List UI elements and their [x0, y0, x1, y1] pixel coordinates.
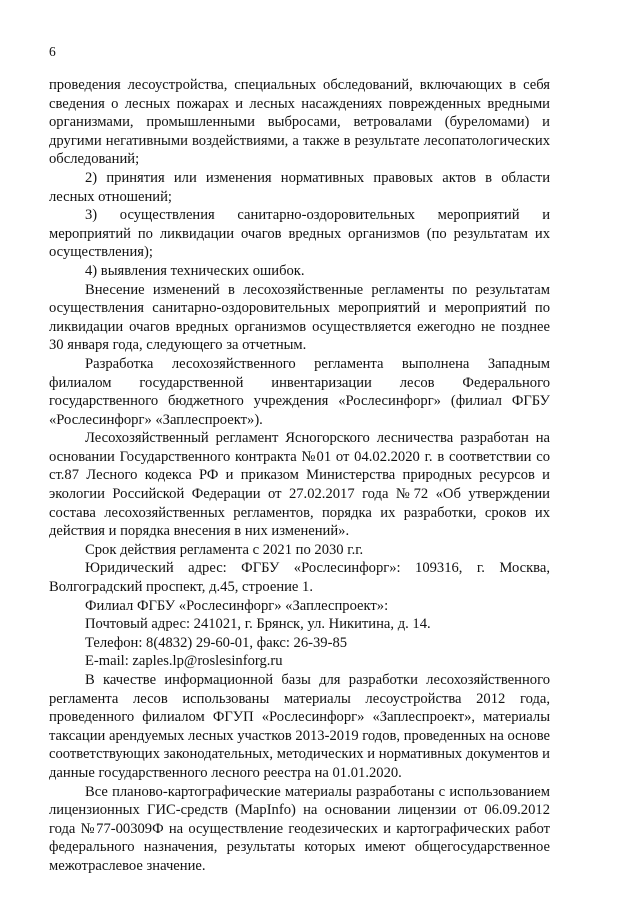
body-text — [49, 76, 550, 876]
paragraph: В качестве информационной базы для разработки лесохозяйственного регламента лесов использованы материалы лесоустройства 2012 года, проведенного филиалом ФГУП «Рослесинфорг» «Заплеспроект», материалы таксации арендуемых лесных участков 2013-2019 годов, проведенных на основе соответствующих законодательных, методических и нормативных документов и данные государственного лесного реестра на 01.01.2020. — [49, 672, 550, 781]
paragraph: Телефон: 8(4832) 29-60-01, факс: 26-39-85 — [85, 634, 348, 651]
page-number: 6 — [49, 44, 56, 59]
paragraph: 2) принятия или изменения нормативных правовых актов в области лесных отношений; — [49, 169, 550, 205]
paragraph: Филиал ФГБУ «Рослесинфорг» «Заплеспроект»: — [85, 597, 389, 614]
paragraph: Юридический адрес: ФГБУ «Рослесинфорг»: 109316, г. Москва, Волгоградский проспект, д.45, строение 1. — [49, 560, 550, 596]
paragraph: Разработка лесохозяйственного регламента выполнена Западным филиалом государственной инвентаризации лесов Федерального государственного бюджетного учреждения «Рослесинфорг» (филиал ФГБУ «Рослесинфорг» «Заплеспроект»). — [49, 355, 550, 428]
paragraph: Срок действия регламента с 2021 по 2030 г.г. — [85, 541, 364, 558]
paragraph: Лесохозяйственный регламент Ясногорского лесничества разработан на основании Государственного контракта №01 от 04.02.2020 г. в соответствии со ст.87 Лесного кодекса РФ и приказом Министерства природных ресурсов и экологии Российской Федерации от 27.02.2017 года №72 «Об утверждении состава лесохозяйственных регламентов, порядка их разработки, сроков их действия и порядка внесения в них изменений». — [49, 430, 550, 540]
paragraph: проведения лесоустройства, специальных обследований, включающих в себя сведения о лесных пожарах и лесных насаждениях поврежденных вредными организмами, промышленными выбросами, ветровалами (буреломами) и другими негативными воздействиями, а также в результате лесопатологических обследований; — [49, 77, 550, 168]
paragraph: 4) выявления технических ошибок. — [85, 262, 305, 279]
paragraph: 3) осуществления санитарно-оздоровительных мероприятий и мероприятий по ликвидации очагов вредных организмов (по результатам их осуществления); — [49, 207, 550, 261]
paragraph: Внесение изменений в лесохозяйственные регламенты по результатам осуществления санитарно-оздоровительных мероприятий и мероприятий по ликвидации очагов вредных организмов осуществляется ежегодно не позднее 30 января года, следующего за отчетным. — [49, 281, 550, 354]
paragraph: Почтовый адрес: 241021, г. Брянск, ул. Никитина, д. 14. — [85, 616, 431, 633]
paragraph: E-mail: zaples.lp@roslesinforg.ru — [85, 653, 283, 670]
paragraph: Все планово-картографические материалы разработаны с использованием лицензионных ГИС-средств (MapInfo) на основании лицензии от 06.09.2012 года №77-00309Ф на осуществление геодезических и картографических работ федерального назначения, результаты которых имеют общегосударственное межотраслевое значение. — [49, 783, 550, 874]
